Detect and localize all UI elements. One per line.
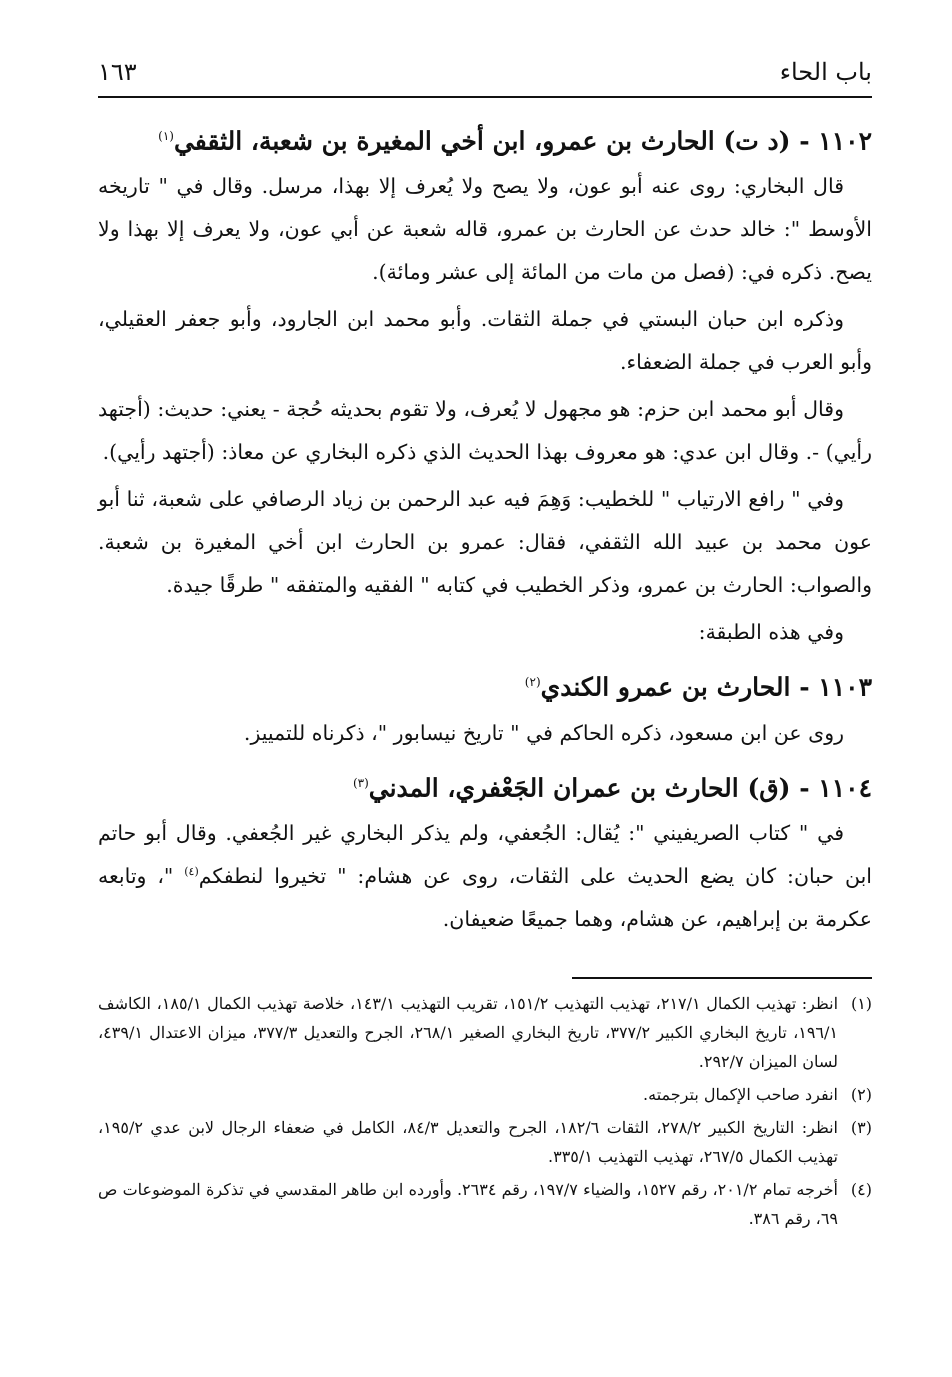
footnote [98, 1113, 872, 1171]
book-page [98, 50, 872, 1237]
footnote-text: انظر: تهذيب الكمال ٢١٧/١، تهذيب التهذيب ١٥١/٢، تقريب التهذيب ١٤٣/١، خلاصة تهذيب الكمال ١٨٥/١، الكاشف ١٩٦/١، تاريخ البخاري الكبير ٣٧٧/٢، تاريخ البخاري الصغير ٢٦٨/١، الجرح والتعديل ٣٧٧/٣، ميزان الاعتدال ٤٣٩/١، لسان الميزان ٢٩٢/٧. [98, 993, 839, 1071]
footnote-mark: (٢) [850, 1084, 872, 1104]
paragraph: وقال أبو محمد ابن حزم: هو مجهول لا يُعرف، ولا تقوم بحديثه حُجة - يعني: حديث: (أجتهد رأيي) -. وقال ابن عدي: هو معروف بهذا الحديث الذي ذكره البخاري عن معاذ: (أجتهد رأيي). [98, 397, 872, 465]
entry-title-1102 [98, 112, 872, 165]
footnote-mark: (١) [850, 993, 873, 1013]
main-text [98, 112, 872, 941]
footnotes [98, 989, 872, 1233]
footnote-ref: (١) [158, 129, 174, 143]
entry-title-1104 [98, 759, 872, 812]
footnote-mark: (٣) [850, 1117, 873, 1137]
footnote [98, 989, 872, 1076]
footnote-separator [572, 977, 872, 979]
paragraph: قال البخاري: روى عنه أبو عون، ولا يصح ولا يُعرف إلا بهذا، مرسل. وقال في " تاريخه الأوسط ": خالد حدث عن الحارث بن عمرو، قاله شعبة عن أبي عون، ولا يعرف إلا بهذا ولا يصح. ذكره في: (فصل من مات من المائة إلى عشر ومائة). [98, 174, 872, 285]
footnote-ref: (٢) [524, 675, 541, 690]
chapter-title: باب الحاء [779, 58, 872, 86]
footnote-text: أخرجه تمام ٢٠١/٢، رقم ١٥٢٧، والضياء ١٩٧/٧، رقم ٢٦٣٤. وأورده ابن طاهر المقدسي في تذكرة الموضوعات ص ٦٩، رقم ٣٨٦. [98, 1179, 838, 1228]
footnote-ref: (٤) [184, 865, 199, 879]
entry-title-text: ١١٠٢ - (د ت) الحارث بن عمرو، ابن أخي المغيرة بن شعبة، الثقفي [173, 126, 872, 156]
page-header [98, 50, 872, 98]
paragraph-text: "، وتابعه عكرمة بن إبراهيم، عن هشام، وهما جميعًا ضعيفان. [98, 863, 872, 931]
entry-title-1103 [98, 658, 872, 711]
footnote-text: انفرد صاحب الإكمال بترجمته. [643, 1084, 838, 1104]
paragraph: وفي هذه الطبقة: [698, 620, 844, 645]
footnote [98, 1175, 872, 1233]
paragraph: وفي " رافع الارتياب " للخطيب: وَهِمَ فيه عبد الرحمن بن زياد الرصافي على شعبة، ثنا أبو عون محمد بن عبيد الله الثقفي، فقال: عمرو بن الحارث ابن أخي المغيرة بن شعبة. والصواب: الحارث بن عمرو، وذكر الخطيب في كتابه " الفقيه والمتفقه " طرقًا جيدة. [98, 487, 872, 598]
footnote [98, 1080, 872, 1109]
footnote-text: انظر: التاريخ الكبير ٢٧٨/٢، الثقات ١٨٢/٦، الجرح والتعديل ٨٤/٣، الكامل في ضعفاء الرجال لابن عدي ١٩٥/٢، تهذيب الكمال ٢٦٧/٥، تهذيب التهذيب ٣٣٥/١. [98, 1117, 839, 1166]
footnote-mark: (٤) [850, 1179, 872, 1199]
entry-title-text: ١١٠٤ - (ق) الحارث بن عمران الجَعْفري، المدني [368, 772, 872, 802]
page-number: ١٦٣ [98, 58, 137, 86]
paragraph: وذكره ابن حبان البستي في جملة الثقات. وأبو محمد ابن الجارود، وأبو جعفر العقيلي، وأبو العرب في جملة الضعفاء. [98, 307, 872, 375]
paragraph-text: في " كتاب الصريفيني ": يُقال: الجُعفي، ولم يذكر البخاري غير الجُعفي. وقال أبو حاتم ابن حبان: كان يضع الحديث على الثقات، روى عن هشام: " تخيروا لنطفكم [98, 820, 872, 888]
entry-title-text: ١١٠٣ - الحارث بن عمرو الكندي [540, 672, 872, 702]
paragraph: روى عن ابن مسعود، ذكره الحاكم في " تاريخ نيسابور "، ذكرناه للتمييز. [243, 720, 844, 745]
footnote-ref: (٣) [352, 775, 369, 790]
paragraph [98, 812, 872, 941]
